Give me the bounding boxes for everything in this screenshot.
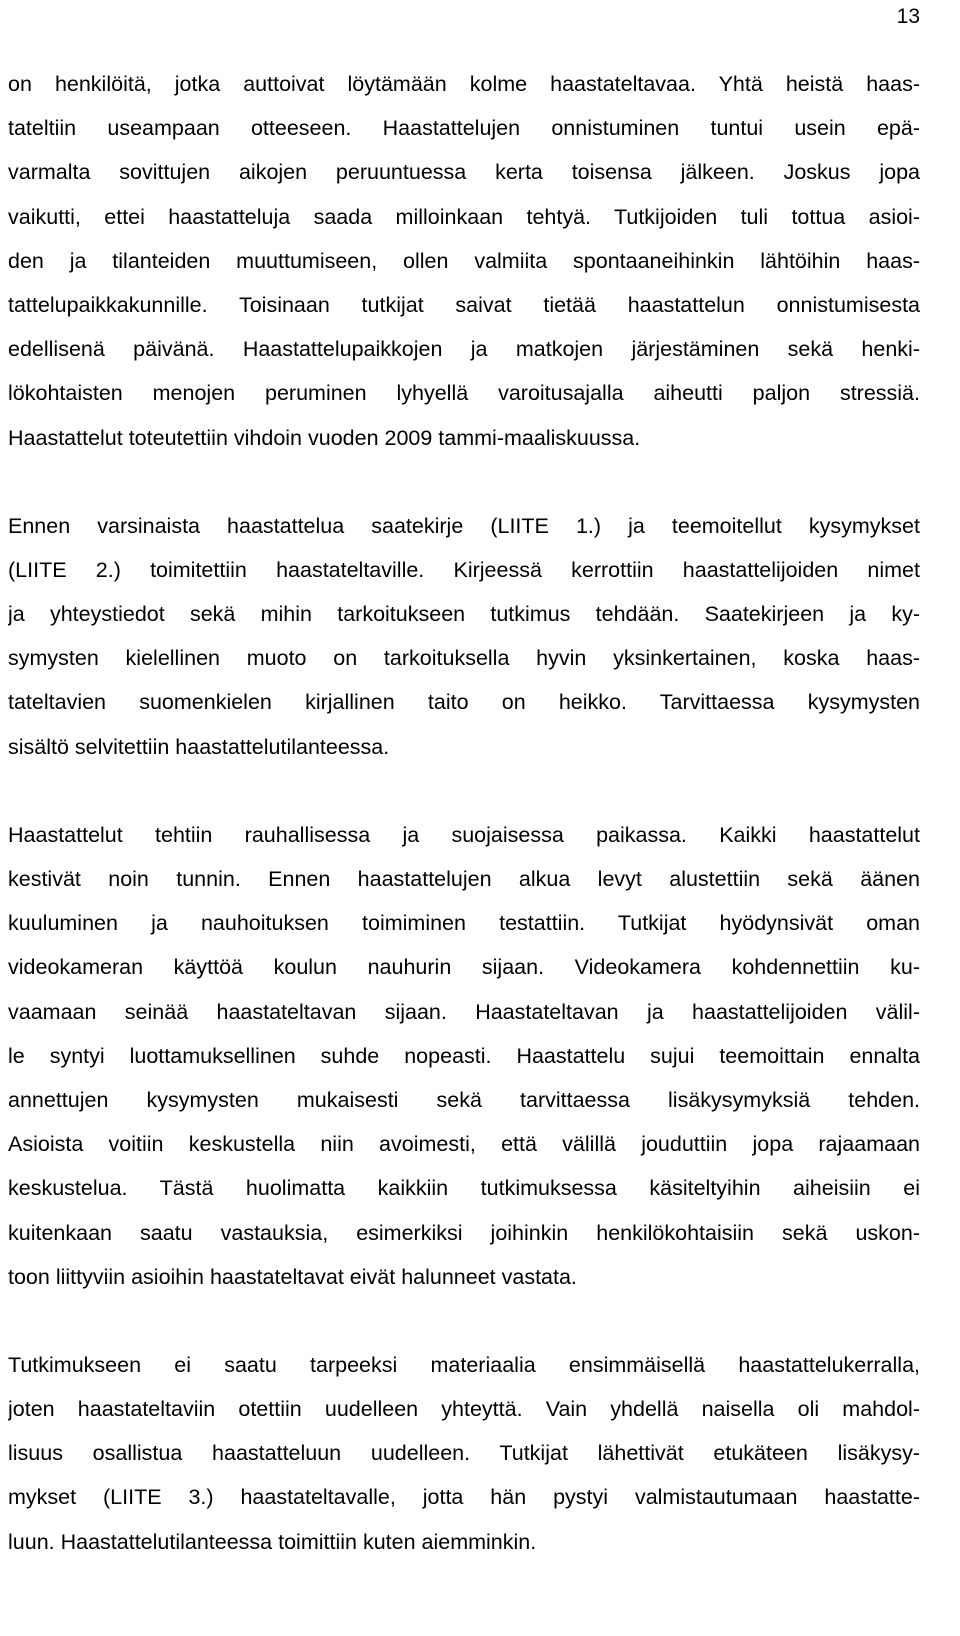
- paragraph-spacer: [8, 1308, 920, 1352]
- text-line: symysten kielellinen muoto on tarkoituksella hyvin yksinkertainen, koska haas-: [8, 646, 920, 671]
- text-line: annettujen kysymysten mukaisesti sekä tarvittaessa lisäkysymyksiä tehden.: [8, 1087, 920, 1112]
- paragraph-1: [8, 71, 920, 469]
- text-line: tateltiin useampaan otteeseen. Haastattelujen onnistuminen tuntui usein epä-: [8, 116, 920, 141]
- paragraph-3: [8, 822, 920, 1308]
- text-line: luun. Haastattelutilanteessa toimittiin kuten aiemminkin.: [8, 1529, 537, 1554]
- text-line: sisältö selvitettiin haastattelutilanteessa.: [8, 734, 390, 759]
- text-line: Haastattelut toteutettiin vihdoin vuoden 2009 tammi-maaliskuussa.: [8, 425, 641, 450]
- text-line: tateltavien suomenkielen kirjallinen taito on heikko. Tarvittaessa kysymysten: [8, 690, 920, 715]
- text-line: joten haastateltaviin otettiin uudelleen yhteyttä. Vain yhdellä naisella oli mahdol-: [8, 1397, 920, 1422]
- text-line: (LIITE 2.) toimitettiin haastateltaville. Kirjeessä kerrottiin haastattelijoiden nimet: [8, 557, 920, 582]
- text-line: varmalta sovittujen aikojen peruuntuessa kerta toisensa jälkeen. Joskus jopa: [8, 160, 920, 185]
- text-line: mykset (LIITE 3.) haastateltavalle, jotta hän pystyi valmistautumaan haastatte-: [8, 1485, 920, 1510]
- text-line: kuuluminen ja nauhoituksen toimiminen testattiin. Tutkijat hyödynsivät oman: [8, 911, 920, 936]
- text-line: Ennen varsinaista haastattelua saatekirje (LIITE 1.) ja teemoitellut kysymykset: [8, 513, 920, 538]
- text-line: le syntyi luottamuksellinen suhde nopeasti. Haastattelu sujui teemoittain ennalta: [8, 1043, 920, 1068]
- text-line: tattelupaikkakunnille. Toisinaan tutkijat saivat tietää haastattelun onnistumisesta: [8, 292, 920, 317]
- text-line: vaikutti, ettei haastatteluja saada milloinkaan tehtyä. Tutkijoiden tuli tottua asioi-: [8, 204, 920, 229]
- text-line: lisuus osallistua haastatteluun uudelleen. Tutkijat lähettivät etukäteen lisäkysy-: [8, 1441, 920, 1466]
- text-line: kestivät noin tunnin. Ennen haastattelujen alkua levyt alustettiin sekä äänen: [8, 867, 920, 891]
- text-line: Asioista voitiin keskustella niin avoimesti, että välillä jouduttiin jopa rajaamaan: [8, 1132, 920, 1157]
- text-line: den ja tilanteiden muuttumiseen, ollen valmiita spontaaneihinkin lähtöihin haas-: [8, 248, 920, 273]
- paragraph-spacer: [8, 469, 920, 513]
- paragraph-4: [8, 1352, 920, 1573]
- text-line: toon liittyviin asioihin haastateltavat eivät halunneet vastata.: [8, 1264, 577, 1289]
- paragraph-spacer: [8, 778, 920, 822]
- paragraph-2: [8, 513, 920, 778]
- text-line: kuitenkaan saatu vastauksia, esimerkiksi joihinkin henkilökohtaisiin sekä uskon-: [8, 1220, 920, 1245]
- text-line: ja yhteystiedot sekä mihin tarkoitukseen tutkimus tehdään. Saatekirjeen ja ky-: [8, 602, 920, 627]
- text-line: lökohtaisten menojen peruminen lyhyellä varoitusajalla aiheutti paljon stressiä.: [8, 381, 920, 406]
- text-line: Tutkimukseen ei saatu tarpeeksi materiaalia ensimmäisellä haastattelukerralla,: [8, 1352, 920, 1377]
- text-line: vaamaan seinää haastateltavan sijaan. Haastateltavan ja haastattelijoiden välil-: [8, 999, 920, 1024]
- text-line: Haastattelut tehtiin rauhallisessa ja suojaisessa paikassa. Kaikki haastattelut: [8, 822, 920, 847]
- text-line: on henkilöitä, jotka auttoivat löytämään kolme haastateltavaa. Yhtä heistä haas-: [8, 72, 920, 96]
- document-body: [8, 71, 920, 1573]
- text-line: videokameran käyttöä koulun nauhurin sijaan. Videokamera kohdennettiin ku-: [8, 955, 920, 980]
- text-line: keskustelua. Tästä huolimatta kaikkiin tutkimuksessa käsiteltyihin aiheisiin ei: [8, 1176, 920, 1201]
- text-line: edellisenä päivänä. Haastattelupaikkojen ja matkojen järjestäminen sekä henki-: [8, 337, 920, 362]
- page-number: 13: [896, 5, 920, 28]
